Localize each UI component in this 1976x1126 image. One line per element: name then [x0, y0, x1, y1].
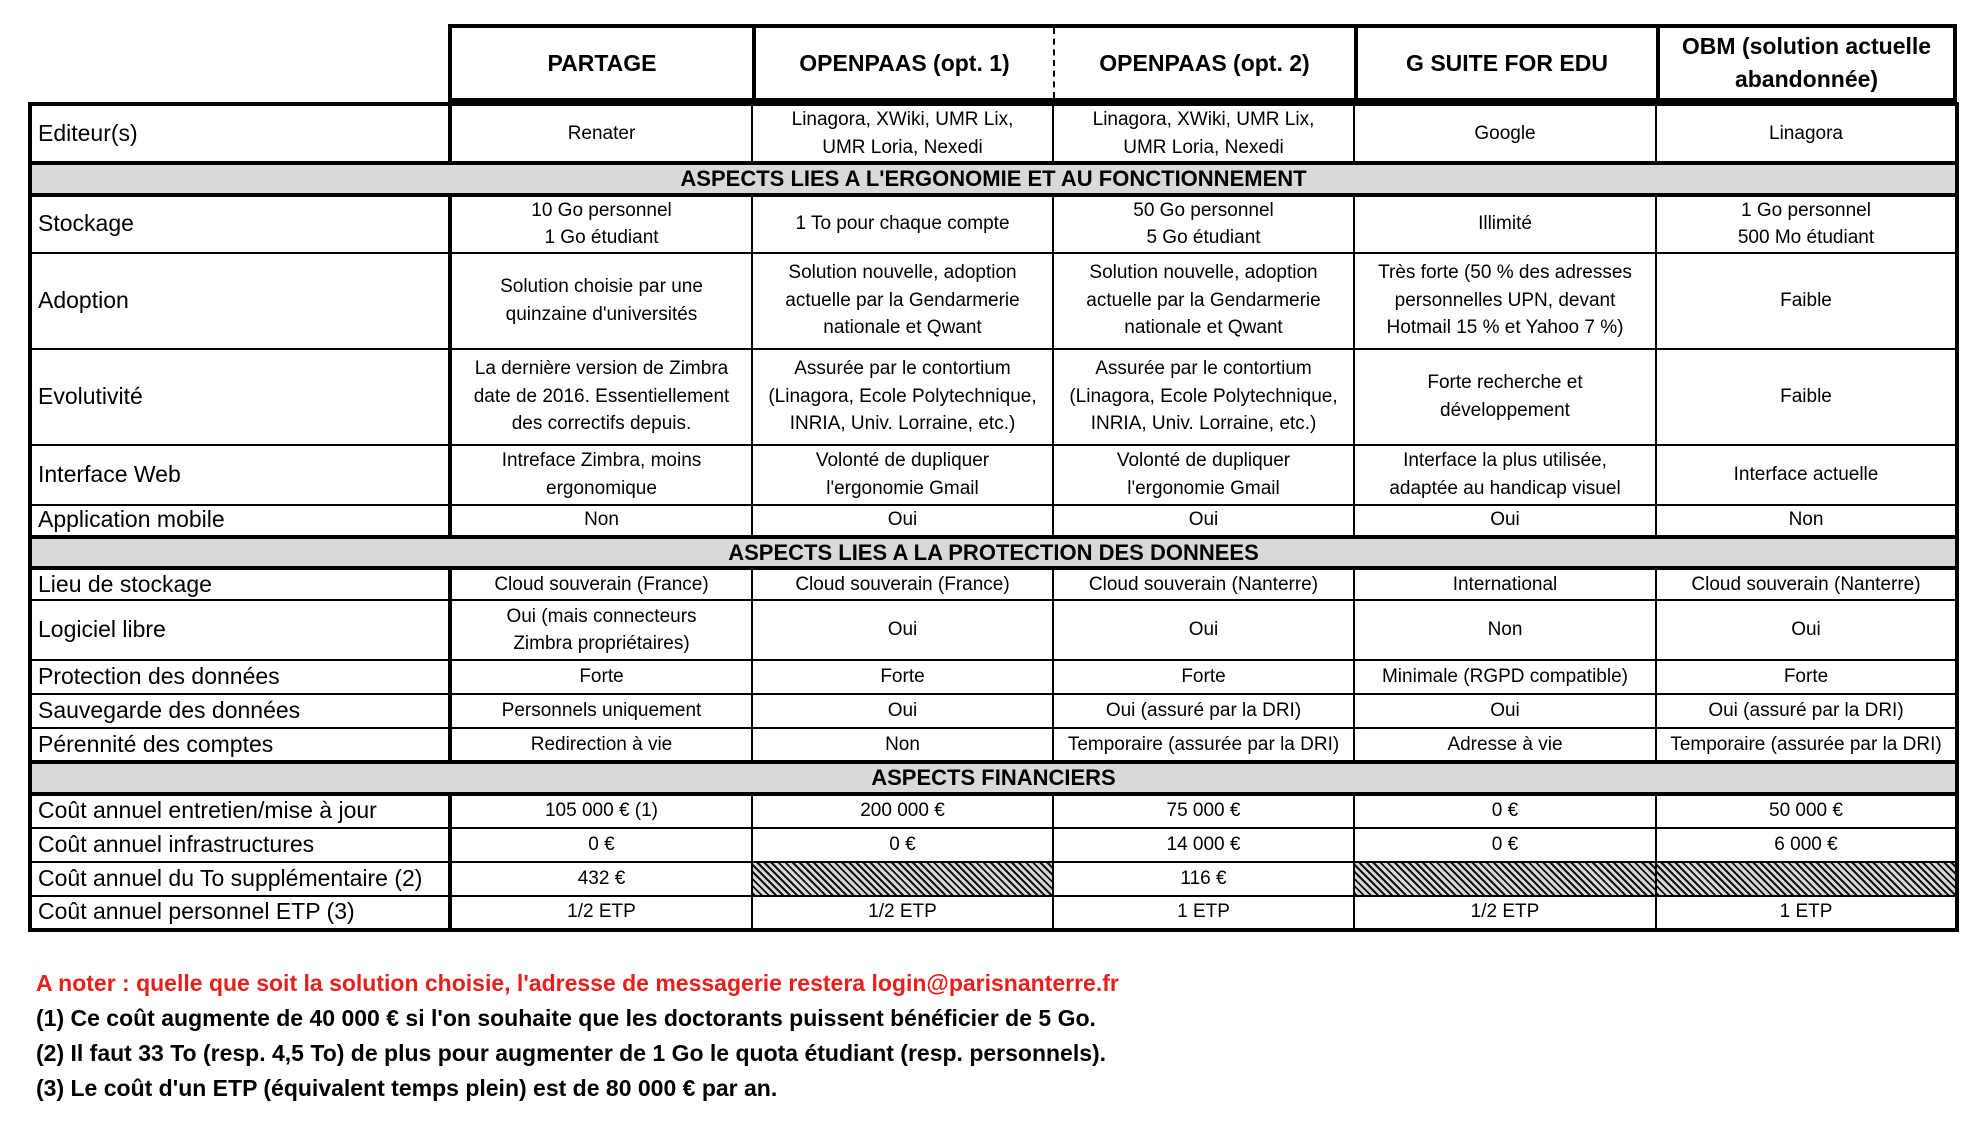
row-label: Sauvegarde des données [30, 694, 450, 728]
table-cell: Volonté de dupliquer l'ergonomie Gmail [1053, 445, 1354, 505]
row-label: Pérennité des comptes [30, 728, 450, 762]
table-cell: Linagora [1656, 104, 1957, 163]
comparison-table [28, 102, 1959, 932]
table-cell: Forte [752, 660, 1053, 694]
table-cell: 50 000 € [1656, 794, 1957, 828]
table-cell: 10 Go personnel 1 Go étudiant [450, 195, 752, 253]
table-cell: Forte [1656, 660, 1957, 694]
table-cell: 432 € [450, 862, 752, 896]
section-title: ASPECTS FINANCIERS [30, 762, 1957, 794]
table-cell: Temporaire (assurée par la DRI) [1053, 728, 1354, 762]
table-cell: Cloud souverain (France) [450, 568, 752, 600]
table-cell: 200 000 € [752, 794, 1053, 828]
table-cell: 116 € [1053, 862, 1354, 896]
table-cell: Solution nouvelle, adoption actuelle par la Gendarmerie nationale et Qwant [752, 253, 1053, 349]
table-cell: 1/2 ETP [752, 896, 1053, 930]
table-cell: Minimale (RGPD compatible) [1354, 660, 1656, 694]
highlight-note: A noter : quelle que soit la solution choisie, l'adresse de messagerie restera login@parisnanterre.fr [36, 970, 1119, 996]
table-cell: Forte [450, 660, 752, 694]
table-cell: Personnels uniquement [450, 694, 752, 728]
row-label: Logiciel libre [30, 600, 450, 660]
column-header-row [448, 24, 1957, 102]
table-cell: Intreface Zimbra, moins ergonomique [450, 445, 752, 505]
footnote-2: (2) Il faut 33 To (resp. 4,5 To) de plus pour augmenter de 1 Go le quota étudiant (resp. personnels). [36, 1040, 1107, 1066]
table-cell: Oui [1053, 505, 1354, 537]
section-header-row [30, 537, 1957, 569]
table-cell: Linagora, XWiki, UMR Lix, UMR Loria, Nexedi [752, 104, 1053, 163]
footnote-1: (1) Ce coût augmente de 40 000 € si l'on souhaite que les doctorants puissent bénéficier de 5 Go. [36, 1005, 1096, 1031]
row-label: Lieu de stockage [30, 568, 450, 600]
table-cell: Solution nouvelle, adoption actuelle par la Gendarmerie nationale et Qwant [1053, 253, 1354, 349]
row-label: Evolutivité [30, 349, 450, 445]
footnote-3: (3) Le coût d'un ETP (équivalent temps plein) est de 80 000 € par an. [36, 1075, 778, 1101]
table-row [30, 568, 1957, 600]
table-row [30, 694, 1957, 728]
table-cell: 1/2 ETP [450, 896, 752, 930]
row-label: Stockage [30, 195, 450, 253]
table-cell: Oui [752, 694, 1053, 728]
section-header-row [30, 163, 1957, 195]
section-title: ASPECTS LIES A LA PROTECTION DES DONNEES [30, 537, 1957, 569]
table-cell: 105 000 € (1) [450, 794, 752, 828]
row-label: Application mobile [30, 505, 450, 537]
table-row [30, 505, 1957, 537]
column-header-gsuite: G SUITE FOR EDU [1354, 28, 1656, 98]
hatched-cell [1354, 862, 1656, 896]
column-header-openpaas-opt1: OPENPAAS (opt. 1) [752, 28, 1053, 98]
column-header-obm: OBM (solution actuelle abandonnée) [1656, 28, 1953, 98]
table-cell: Non [752, 728, 1053, 762]
table-cell: Interface la plus utilisée, adaptée au handicap visuel [1354, 445, 1656, 505]
table-cell: Redirection à vie [450, 728, 752, 762]
table-cell: Linagora, XWiki, UMR Lix, UMR Loria, Nexedi [1053, 104, 1354, 163]
table-cell: Renater [450, 104, 752, 163]
table-cell: 0 € [752, 828, 1053, 862]
table-cell: Oui [752, 600, 1053, 660]
table-row [30, 349, 1957, 445]
table-cell: Assurée par le contortium (Linagora, Ecole Polytechnique, INRIA, Univ. Lorraine, etc.) [752, 349, 1053, 445]
table-cell: 1 ETP [1656, 896, 1957, 930]
table-cell: Volonté de dupliquer l'ergonomie Gmail [752, 445, 1053, 505]
row-label: Coût annuel entretien/mise à jour [30, 794, 450, 828]
table-row [30, 660, 1957, 694]
table-cell: Temporaire (assurée par la DRI) [1656, 728, 1957, 762]
table-cell: Cloud souverain (France) [752, 568, 1053, 600]
section-title: ASPECTS LIES A L'ERGONOMIE ET AU FONCTIONNEMENT [30, 163, 1957, 195]
column-header-partage: PARTAGE [547, 49, 657, 76]
table-cell: 75 000 € [1053, 794, 1354, 828]
table-cell: Oui [1354, 505, 1656, 537]
row-label: Adoption [30, 253, 450, 349]
table-row [30, 896, 1957, 930]
table-row [30, 600, 1957, 660]
row-label: Coût annuel personnel ETP (3) [30, 896, 450, 930]
table-cell: Non [1354, 600, 1656, 660]
hatched-cell [1656, 862, 1957, 896]
table-cell: Faible [1656, 349, 1957, 445]
row-label: Protection des données [30, 660, 450, 694]
table-cell: 50 Go personnel 5 Go étudiant [1053, 195, 1354, 253]
table-cell: Illimité [1354, 195, 1656, 253]
table-cell: Google [1354, 104, 1656, 163]
table-cell: Oui [752, 505, 1053, 537]
table-cell: La dernière version de Zimbra date de 2016. Essentiellement des correctifs depuis. [450, 349, 752, 445]
table-cell: Cloud souverain (Nanterre) [1656, 568, 1957, 600]
row-label: Coût annuel infrastructures [30, 828, 450, 862]
table-cell: Oui (assuré par la DRI) [1053, 694, 1354, 728]
table-cell: 14 000 € [1053, 828, 1354, 862]
table-row [30, 862, 1957, 896]
table-cell: Oui [1053, 600, 1354, 660]
row-label: Editeur(s) [30, 104, 450, 163]
table-cell: Oui (assuré par la DRI) [1656, 694, 1957, 728]
table-cell: 1 ETP [1053, 896, 1354, 930]
table-cell: Assurée par le contortium (Linagora, Ecole Polytechnique, INRIA, Univ. Lorraine, etc.) [1053, 349, 1354, 445]
table-row [30, 728, 1957, 762]
table-cell: Forte recherche et développement [1354, 349, 1656, 445]
table-row [30, 828, 1957, 862]
table-row [30, 445, 1957, 505]
section-header-row [30, 762, 1957, 794]
table-cell: Forte [1053, 660, 1354, 694]
hatched-cell [752, 862, 1053, 896]
table-cell: 0 € [1354, 828, 1656, 862]
table-cell: Oui [1354, 694, 1656, 728]
table-cell: 0 € [1354, 794, 1656, 828]
table-cell: 1/2 ETP [1354, 896, 1656, 930]
table-cell: 1 Go personnel 500 Mo étudiant [1656, 195, 1957, 253]
table-cell: Faible [1656, 253, 1957, 349]
table-row [30, 794, 1957, 828]
table-cell: Oui [1656, 600, 1957, 660]
row-label: Coût annuel du To supplémentaire (2) [30, 862, 450, 896]
table-cell: 1 To pour chaque compte [752, 195, 1053, 253]
table-cell: Solution choisie par une quinzaine d'universités [450, 253, 752, 349]
table-cell: Très forte (50 % des adresses personnelles UPN, devant Hotmail 15 % et Yahoo 7 %) [1354, 253, 1656, 349]
table-cell: 6 000 € [1656, 828, 1957, 862]
table-cell: Non [1656, 505, 1957, 537]
table-row [30, 195, 1957, 253]
table-cell: International [1354, 568, 1656, 600]
column-header-openpaas-opt2: OPENPAAS (opt. 2) [1053, 28, 1354, 98]
row-label: Interface Web [30, 445, 450, 505]
table-cell: Adresse à vie [1354, 728, 1656, 762]
table-row [30, 253, 1957, 349]
table-row [30, 104, 1957, 163]
table-cell: Non [450, 505, 752, 537]
table-cell: Cloud souverain (Nanterre) [1053, 568, 1354, 600]
table-cell: 0 € [450, 828, 752, 862]
table-cell: Interface actuelle [1656, 445, 1957, 505]
table-cell: Oui (mais connecteurs Zimbra propriétaires) [450, 600, 752, 660]
